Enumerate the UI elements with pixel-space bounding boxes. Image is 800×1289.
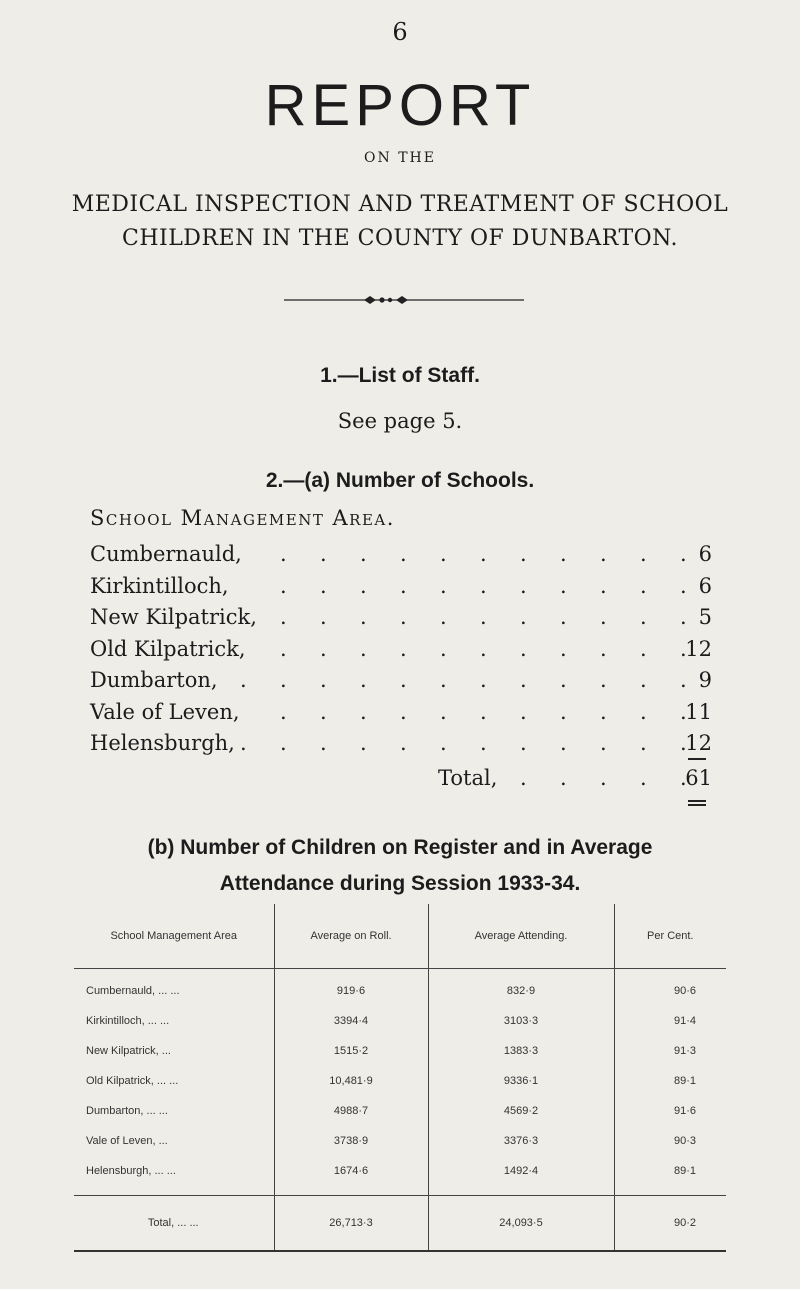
school-count: 6 bbox=[698, 573, 712, 598]
report-subtitle bbox=[0, 188, 800, 256]
list-item: . . . . . . . . . . . New Kilpatrick, 5 bbox=[90, 605, 712, 629]
average-attending-cell: 3103·3 bbox=[428, 1006, 614, 1036]
average-on-roll-cell: 1674·6 bbox=[274, 1156, 428, 1196]
school-count: 12 bbox=[685, 731, 712, 755]
header-average-on-roll: Average on Roll. bbox=[274, 904, 428, 969]
total-average-attending: 24,093·5 bbox=[428, 1196, 614, 1252]
school-count: 5 bbox=[698, 605, 712, 629]
average-attending-cell: 832·9 bbox=[428, 969, 614, 1007]
school-count: 9 bbox=[698, 668, 712, 692]
per-cent-cell: 91·3 bbox=[614, 1036, 726, 1066]
average-attending-cell: 4569·2 bbox=[428, 1096, 614, 1126]
per-cent-cell: 91·6 bbox=[614, 1096, 726, 1126]
attendance-heading bbox=[0, 830, 800, 902]
total-average-on-roll: 26,713·3 bbox=[274, 1196, 428, 1252]
table-header-row bbox=[74, 904, 726, 969]
table-total-row bbox=[74, 1196, 726, 1252]
average-on-roll-cell: 3738·9 bbox=[274, 1126, 428, 1156]
per-cent-cell: 89·1 bbox=[614, 1066, 726, 1096]
area-cell: Kirkintilloch, ... ... bbox=[86, 1015, 170, 1027]
header-average-attending: Average Attending. bbox=[428, 904, 614, 969]
subtitle-line-1: MEDICAL INSPECTION AND TREATMENT OF SCHOOL bbox=[71, 192, 729, 217]
area-cell: Helensburgh, ... ... bbox=[86, 1165, 176, 1177]
staff-text: See page 5. bbox=[337, 409, 463, 433]
average-on-roll-cell: 4988·7 bbox=[274, 1096, 428, 1126]
schools-heading: 2.—(a) Number of Schools. bbox=[265, 469, 535, 492]
average-on-roll-cell: 10,481·9 bbox=[274, 1066, 428, 1096]
school-count: 6 bbox=[698, 542, 712, 566]
area-name: Old Kilpatrick, bbox=[90, 636, 246, 661]
schools-total-value: 61 bbox=[685, 766, 712, 790]
table-row bbox=[74, 1036, 726, 1066]
header-per-cent: Per Cent. bbox=[614, 904, 726, 969]
per-cent-cell: 90·3 bbox=[614, 1126, 726, 1156]
area-name: Dumbarton, bbox=[90, 668, 218, 692]
average-attending-cell: 3376·3 bbox=[428, 1126, 614, 1156]
table-row bbox=[74, 1096, 726, 1126]
attendance-table bbox=[74, 904, 726, 1252]
double-rule-top bbox=[688, 800, 706, 802]
area-cell: Dumbarton, ... ... bbox=[86, 1105, 168, 1117]
area-cell: Vale of Leven, ... bbox=[86, 1135, 168, 1147]
area-cell: Old Kilpatrick, ... ... bbox=[86, 1075, 179, 1087]
attendance-heading-line-2: Attendance during Session 1933-34. bbox=[219, 872, 581, 895]
schools-total-label: Total, bbox=[438, 766, 498, 790]
school-count: 11 bbox=[685, 699, 712, 724]
list-item: . . . . . . . . . . . . Helensburgh, 12 bbox=[90, 731, 712, 755]
page-number: 6 bbox=[392, 18, 408, 46]
school-count: 12 bbox=[685, 636, 712, 661]
subtitle-line-2: CHILDREN IN THE COUNTY OF DUNBARTON. bbox=[121, 226, 679, 251]
report-title: REPORT bbox=[264, 73, 536, 138]
per-cent-cell: 90·6 bbox=[614, 969, 726, 1007]
double-rule-bottom bbox=[688, 804, 706, 806]
average-on-roll-cell: 3394·4 bbox=[274, 1006, 428, 1036]
header-area: School Management Area bbox=[74, 904, 274, 969]
area-name: New Kilpatrick, bbox=[90, 605, 257, 629]
area-name: Kirkintilloch, bbox=[90, 573, 229, 598]
list-item: . . . . . . . . . . . Cumbernauld, 6 bbox=[90, 542, 712, 566]
per-cent-cell: 89·1 bbox=[614, 1156, 726, 1196]
table-row bbox=[74, 1126, 726, 1156]
list-item: . . . . . . . . . . . Kirkintilloch, 6 bbox=[90, 573, 712, 598]
table-row bbox=[74, 1006, 726, 1036]
area-cell: New Kilpatrick, ... bbox=[86, 1045, 171, 1057]
total-rule bbox=[688, 758, 706, 760]
area-column-header: School Management Area. bbox=[90, 506, 395, 530]
area-name: Cumbernauld, bbox=[90, 542, 242, 566]
average-on-roll-cell: 919·6 bbox=[274, 969, 428, 1007]
average-attending-cell: 9336·1 bbox=[428, 1066, 614, 1096]
area-name: Helensburgh, bbox=[90, 731, 235, 755]
ornament-divider bbox=[284, 294, 524, 306]
list-item: . . . . . . . . . . . Vale of Leven, 11 bbox=[90, 699, 712, 724]
area-cell: Cumbernauld, ... ... bbox=[86, 985, 180, 997]
table-row bbox=[74, 1156, 726, 1196]
attendance-heading-line-1: (b) Number of Children on Register and in Average bbox=[147, 836, 653, 859]
per-cent-cell: 91·4 bbox=[614, 1006, 726, 1036]
on-the-text: ON THE bbox=[364, 150, 436, 166]
list-item: . . . . . . . . . . . . Dumbarton, 9 bbox=[90, 668, 712, 692]
staff-heading: 1.—List of Staff. bbox=[320, 364, 480, 387]
average-on-roll-cell: 1515·2 bbox=[274, 1036, 428, 1066]
average-attending-cell: 1492·4 bbox=[428, 1156, 614, 1196]
list-item: . . . . . . . . . . . Old Kilpatrick, 12 bbox=[90, 636, 712, 661]
table-row bbox=[74, 1066, 726, 1096]
average-attending-cell: 1383·3 bbox=[428, 1036, 614, 1066]
total-area: Total, ... ... bbox=[74, 1196, 274, 1252]
schools-total-row: . . . . . 61 bbox=[520, 766, 712, 790]
total-per-cent: 90·2 bbox=[614, 1196, 726, 1252]
area-name: Vale of Leven, bbox=[90, 699, 240, 724]
table-row bbox=[74, 969, 726, 1007]
